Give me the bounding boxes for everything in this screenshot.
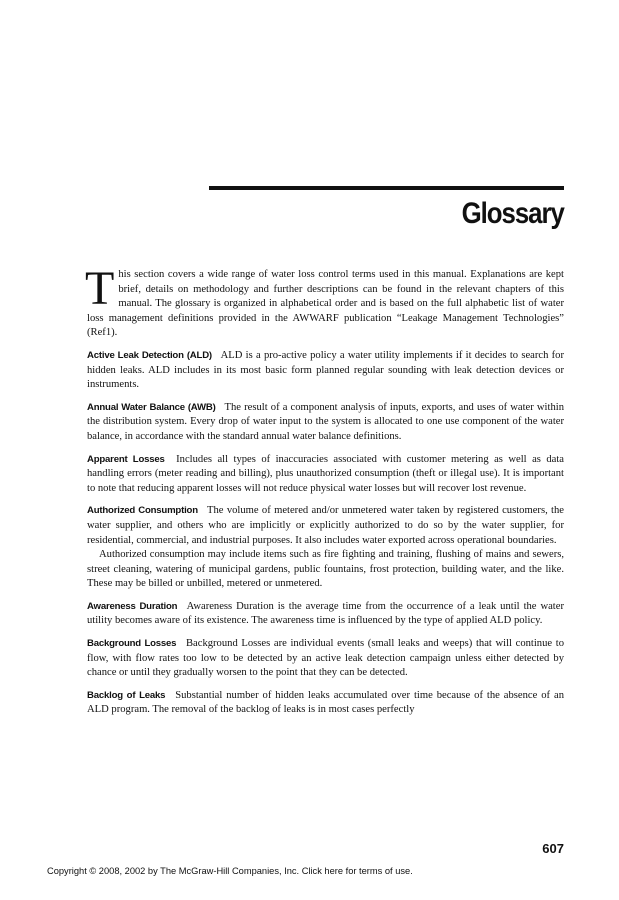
glossary-definition: Includes all types of inaccuracies associated with customer metering as well as data handling errors (meter reading and billing), plus unauthorized consumption (theft or illegal use). It is important to note that reducing apparent losses will not reduce physical water losses but will recover lost revenue. [87, 453, 565, 494]
glossary-entry [87, 349, 564, 393]
glossary-term: Active Leak Detection (ALD) [87, 349, 212, 361]
glossary-entry [87, 689, 564, 718]
glossary-entry [87, 401, 564, 445]
glossary-definition: Awareness Duration is the average time from the occurrence of a leak until the water utility becomes aware of its existence. The awareness time is influenced by the type of applied ALD policy. [87, 600, 564, 627]
glossary-definition: Substantial number of hidden leaks accumulated over time because of the absence of an ALD program. The removal of the backlog of leaks is in most cases perfectly [87, 689, 564, 716]
drop-cap: T [85, 262, 115, 315]
glossary-body [85, 262, 565, 726]
glossary-entry [87, 504, 564, 548]
glossary-definition: ALD is a pro-active policy a water utility implements if it decides to search for hidden leaks. ALD includes in its most basic form planned regular sounding with leak detection devices or instruments. [87, 349, 564, 391]
glossary-definition: The volume of metered and/or unmetered water taken by registered customers, the water supplier, and others who are implicitly or explicitly authorized to do so by the water supplier, for residential, commercial, and industrial purposes. It also includes water exported across operational boundaries. [87, 505, 564, 546]
glossary-term: Authorized Consumption [87, 505, 198, 517]
glossary-term: Awareness Duration [87, 600, 178, 612]
glossary-entry [87, 600, 564, 629]
glossary-entry [87, 637, 564, 681]
glossary-entry [87, 453, 564, 497]
glossary-term: Background Losses [87, 638, 177, 650]
intro-text: his section covers a wide range of water loss control terms used in this manual. Explanations are kept brief, details on methodology and further descriptions can be found in the relevant chapters of this manual. The glossary is organized in alphabetical order and is based on the full alphabetic list of water loss management definitions provided in the AWWARF publication “Leakage Management Technologies” (Ref1). [87, 269, 564, 339]
chapter-title: Glossary [461, 197, 564, 230]
copyright-notice[interactable]: Copyright © 2008, 2002 by The McGraw-Hill Companies, Inc. Click here for terms of use. [47, 866, 413, 876]
title-rule [209, 186, 564, 190]
glossary-entry-continuation: Authorized consumption may include items such as fire fighting and training, flushing of mains and sewers, street cleaning, watering of municipal gardens, public fountains, frost protection, building water, and the like. These may be billed or unbilled, metered or unmetered. [87, 549, 564, 590]
glossary-definition: The result of a component analysis of inputs, exports, and uses of water within the distribution system. Every drop of water input to the system is allocated to one use component of the water balance, in accordance with the standard annual water balance definitions. [87, 401, 564, 442]
intro-paragraph [85, 262, 564, 341]
glossary-term: Annual Water Balance (AWB) [87, 401, 216, 413]
glossary-term: Backlog of Leaks [87, 689, 166, 701]
glossary-term: Apparent Losses [87, 453, 165, 465]
page-number: 607 [542, 841, 564, 856]
glossary-definition: Background Losses are individual events (small leaks and weeps) that will continue to flow, with flow rates too low to be detected by an active leak detection campaign unless either detected by chance or until they gradually worsen to the point that they can be detected. [87, 638, 564, 679]
